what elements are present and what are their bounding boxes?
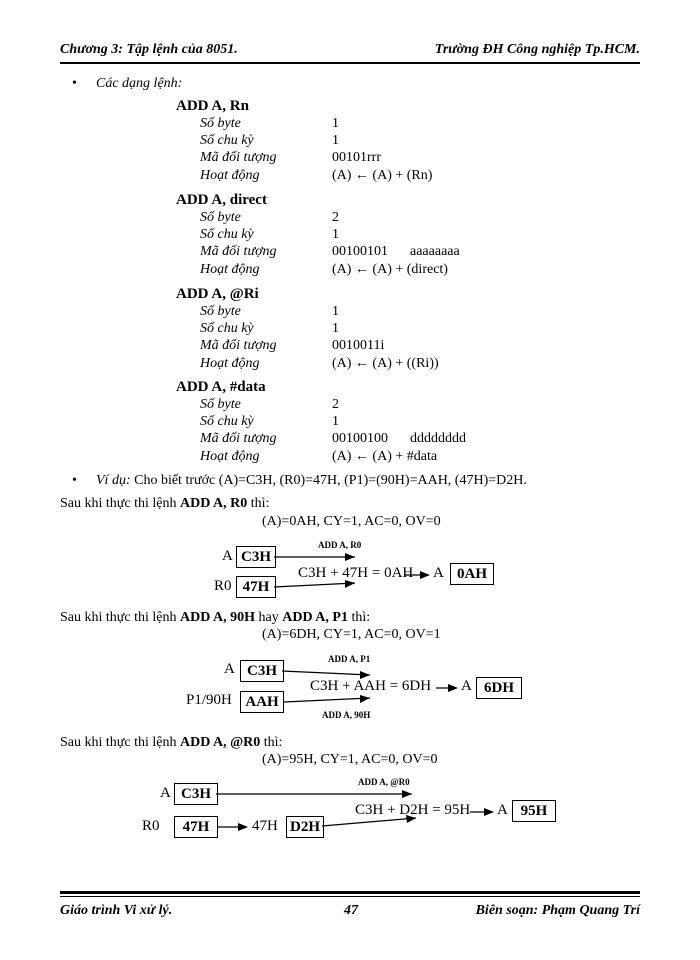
op-label-top: ADD A, P1	[328, 654, 371, 664]
equation: C3H + 47H = 0AH	[298, 565, 414, 581]
label-cycles: Số chu kỳ	[200, 133, 254, 148]
label-cycles: Số chu kỳ	[200, 414, 254, 429]
bullet-dot: •	[72, 473, 77, 488]
dest-label: A	[433, 565, 444, 581]
value-bytes: 1	[332, 304, 339, 319]
example-text: Cho biết trước (A)=C3H, (R0)=47H, (P1)=(90H)=AAH, (47H)=D2H.	[130, 473, 527, 488]
op-label-bottom: ADD A, 90H	[322, 710, 371, 720]
case-post: thì:	[347, 610, 371, 625]
dest-label: A	[497, 802, 508, 818]
op-label: ADD A, @R0	[358, 777, 410, 787]
dest-label: A	[461, 678, 472, 694]
reg-p1-label: P1/90H	[186, 692, 232, 708]
label-bytes: Số byte	[200, 210, 241, 225]
case-instr2: ADD A, P1	[282, 610, 348, 625]
footer-rule	[60, 891, 640, 894]
case-pre: Sau khi thực thi lệnh	[60, 610, 180, 625]
label-opcode: Mã đối tượng	[200, 338, 277, 353]
reg-a-box: C3H	[240, 660, 284, 682]
case-instr: ADD A, R0	[179, 496, 248, 511]
case-result: (A)=6DH, CY=1, AC=0, OV=1	[262, 627, 441, 642]
reg-r0-label: R0	[142, 818, 160, 834]
header-chapter: Chương 3: Tập lệnh của 8051.	[60, 42, 238, 57]
label-operation: Hoạt động	[200, 356, 260, 371]
instr-title: ADD A, Rn	[176, 98, 249, 114]
page-number: 47	[344, 903, 358, 918]
example-label: Ví dụ:	[96, 473, 131, 488]
value-cycles: 1	[332, 414, 339, 429]
case-result: (A)=95H, CY=1, AC=0, OV=0	[262, 752, 438, 767]
reg-a-box: C3H	[174, 783, 218, 805]
label-operation: Hoạt động	[200, 449, 260, 464]
case-pre: Sau khi thực thi lệnh	[60, 735, 180, 750]
value-opcode-operand: aaaaaaaa	[410, 244, 460, 259]
label-cycles: Số chu kỳ	[200, 227, 254, 242]
case-post: thì:	[247, 496, 270, 511]
op-label: ADD A, R0	[318, 540, 362, 550]
value-operation: (A) ← (A) + (Rn)	[332, 168, 433, 183]
bullet-dot: •	[72, 76, 77, 91]
value-bytes: 2	[332, 210, 339, 225]
label-bytes: Số byte	[200, 116, 241, 131]
value-cycles: 1	[332, 227, 339, 242]
instr-title: ADD A, @Ri	[176, 286, 259, 302]
reg-a-label: A	[222, 548, 233, 564]
reg-r0-box: 47H	[174, 816, 218, 838]
dest-box: 6DH	[476, 677, 522, 699]
dest-box: 95H	[512, 800, 556, 822]
label-bytes: Số byte	[200, 397, 241, 412]
intro-text: Các dạng lệnh:	[96, 76, 183, 91]
case-pre: Sau khi thực thi lệnh	[60, 496, 180, 511]
footer-rule-thin	[60, 896, 640, 897]
value-opcode: 0010011i	[332, 338, 385, 353]
case-post: thì:	[260, 735, 283, 750]
case-mid: hay	[255, 610, 283, 625]
label-cycles: Số chu kỳ	[200, 321, 254, 336]
reg-p1-box: AAH	[240, 691, 284, 713]
equation: C3H + D2H = 95H	[355, 802, 471, 818]
dest-box: 0AH	[450, 563, 494, 585]
reg-r0-label: R0	[214, 578, 232, 594]
label-operation: Hoạt động	[200, 262, 260, 277]
mem-address: 47H	[252, 818, 278, 834]
reg-a-box: C3H	[236, 546, 276, 568]
reg-a-label: A	[160, 785, 171, 801]
value-operation: (A) ← (A) + #data	[332, 449, 438, 464]
footer-author: Biên soạn: Phạm Quang Trí	[475, 903, 640, 918]
value-opcode: 00101rrr	[332, 150, 381, 165]
value-bytes: 1	[332, 116, 339, 131]
instr-title: ADD A, direct	[176, 192, 267, 208]
label-bytes: Số byte	[200, 304, 241, 319]
label-opcode: Mã đối tượng	[200, 244, 277, 259]
reg-a-label: A	[224, 661, 235, 677]
value-opcode-operand: dddddddd	[410, 431, 466, 446]
value-cycles: 1	[332, 133, 339, 148]
label-opcode: Mã đối tượng	[200, 150, 277, 165]
value-bytes: 2	[332, 397, 339, 412]
label-opcode: Mã đối tượng	[200, 431, 277, 446]
header-school: Trường ĐH Công nghiệp Tp.HCM.	[434, 42, 640, 57]
instr-title: ADD A, #data	[176, 379, 266, 395]
case-instr: ADD A, @R0	[179, 735, 261, 750]
value-opcode: 00100101	[332, 244, 388, 259]
reg-r0-box: 47H	[236, 576, 276, 598]
label-operation: Hoạt động	[200, 168, 260, 183]
equation: C3H + AAH = 6DH	[310, 678, 432, 694]
value-cycles: 1	[332, 321, 339, 336]
value-opcode: 00100100	[332, 431, 388, 446]
value-operation: (A) ← (A) + ((Ri))	[332, 356, 439, 371]
mem-value-box: D2H	[286, 816, 324, 838]
footer-book: Giáo trình Vi xử lý.	[60, 903, 173, 918]
case-instr: ADD A, 90H	[179, 610, 256, 625]
case-result: (A)=0AH, CY=1, AC=0, OV=0	[262, 514, 441, 529]
value-operation: (A) ← (A) + (direct)	[332, 262, 448, 277]
